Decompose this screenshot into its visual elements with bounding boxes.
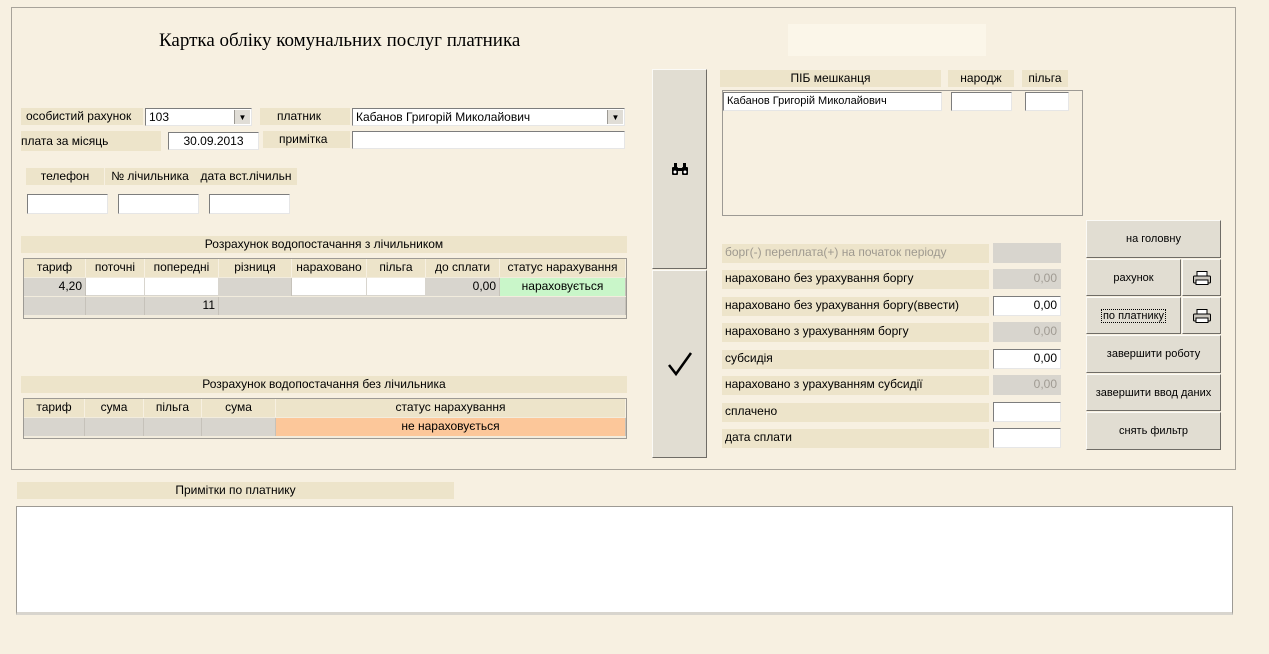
col-header: поточні <box>86 259 145 277</box>
col-header: попередні <box>145 259 219 277</box>
summary-value-charged: 0,00 <box>993 269 1061 289</box>
resident-birth-header: народж <box>948 70 1014 87</box>
by-payer-label: по платнику <box>1102 309 1165 322</box>
col-header: до сплати <box>426 259 500 277</box>
print-invoice-button[interactable] <box>1182 259 1221 296</box>
month-input[interactable]: 30.09.2013 <box>168 132 259 150</box>
triangle-down-icon[interactable]: ▼ <box>607 110 623 124</box>
search-button[interactable] <box>652 69 707 269</box>
meter-number-header: № лічильника <box>105 168 195 185</box>
col-header: статус нарахування <box>276 399 626 417</box>
status-cell[interactable]: нараховується <box>500 278 626 296</box>
table-row <box>24 297 86 315</box>
summary-label-debt: борг(-) переплата(+) на початок періоду <box>722 244 989 263</box>
phone-header: телефон <box>26 168 104 185</box>
clear-filter-button[interactable]: снять фильтр <box>1086 412 1221 450</box>
summary-value-charged-subsidy: 0,00 <box>993 375 1061 395</box>
water-meter-title: Розрахунок водопостачання з лічильником <box>21 236 627 253</box>
tariff-cell[interactable]: 4,20 <box>24 278 86 296</box>
home-button[interactable]: на головну <box>1086 220 1221 258</box>
summary-value-pay-date[interactable] <box>993 428 1061 448</box>
meter-date-input[interactable] <box>209 194 290 214</box>
water-meter-grid <box>23 258 627 319</box>
summary-label-subsidy: субсидія <box>722 350 989 369</box>
account-combo[interactable] <box>145 108 252 126</box>
summary-label-charged-subsidy: нараховано з урахуванням субсидії <box>722 376 989 395</box>
month-label: плата за місяць <box>21 131 161 151</box>
summary-label-paid: сплачено <box>722 403 989 422</box>
summary-label-charged: нараховано без урахування боргу <box>722 270 989 289</box>
header-faded-field <box>788 24 986 56</box>
finish-work-button[interactable]: завершити роботу <box>1086 335 1221 373</box>
summary-value-charged-input[interactable]: 0,00 <box>993 296 1061 316</box>
payer-label: платник <box>260 108 350 125</box>
summary-label-pay-date: дата сплати <box>722 429 989 448</box>
by-payer-button[interactable] <box>1086 297 1181 334</box>
resident-birth-cell[interactable] <box>951 92 1012 111</box>
meter-number-input[interactable] <box>118 194 199 214</box>
table-row <box>219 297 626 315</box>
table-row <box>86 297 145 315</box>
sum-cell[interactable] <box>202 418 276 436</box>
previous-cell[interactable] <box>145 278 219 296</box>
payer-combo[interactable] <box>352 108 625 126</box>
col-header: статус нарахування <box>500 259 626 277</box>
due-cell[interactable]: 0,00 <box>426 278 500 296</box>
binoculars-icon <box>671 162 689 176</box>
summary-value-paid[interactable] <box>993 402 1061 422</box>
invoice-button[interactable]: рахунок <box>1086 259 1181 296</box>
summary-value-debt <box>993 243 1061 263</box>
col-header: сума <box>85 399 144 417</box>
checkmark-icon <box>667 351 693 377</box>
benefit-cell[interactable] <box>367 278 426 296</box>
col-header: тариф <box>24 399 85 417</box>
summary-label-charged-input: нараховано без урахування боргу(ввести) <box>722 297 989 316</box>
finish-entry-button[interactable]: завершити ввод даних <box>1086 374 1221 411</box>
current-cell[interactable] <box>86 278 145 296</box>
col-header: нараховано <box>292 259 367 277</box>
summary-value-subsidy[interactable]: 0,00 <box>993 349 1061 369</box>
account-label: особистий рахунок <box>21 108 143 125</box>
col-header: сума <box>202 399 276 417</box>
resident-benefit-cell[interactable] <box>1025 92 1069 111</box>
printer-icon <box>1193 309 1211 323</box>
payer-value: Кабанов Григорій Миколайович <box>356 110 531 124</box>
payer-notes-textarea[interactable] <box>16 506 1233 615</box>
note-label: примітка <box>263 131 350 148</box>
water-nometer-grid <box>23 398 627 439</box>
charged-cell[interactable] <box>292 278 367 296</box>
col-header: тариф <box>24 259 86 277</box>
previous-cell[interactable]: 11 <box>145 297 219 315</box>
resident-name-cell[interactable]: Кабанов Григорій Миколайович <box>723 92 942 111</box>
difference-cell[interactable] <box>219 278 292 296</box>
payer-notes-title: Примітки по платнику <box>17 482 454 499</box>
summary-label-charged-debt: нараховано з урахуванням боргу <box>722 323 989 342</box>
phone-input[interactable] <box>27 194 108 214</box>
note-input[interactable] <box>352 131 625 149</box>
meter-date-header: дата вст.лічильн <box>195 168 297 185</box>
resident-name-header: ПІБ мешканця <box>720 70 941 87</box>
summary-value-charged-debt: 0,00 <box>993 322 1061 342</box>
status-cell[interactable]: не нараховується <box>276 418 626 436</box>
water-nometer-title: Розрахунок водопостачання без лічильника <box>21 376 627 393</box>
printer-icon <box>1193 271 1211 285</box>
col-header: пільга <box>367 259 426 277</box>
confirm-button[interactable] <box>652 270 707 458</box>
page-title: Картка обліку комунальних послуг платника <box>159 30 521 51</box>
print-by-payer-button[interactable] <box>1182 297 1221 334</box>
sum-cell[interactable] <box>85 418 144 436</box>
tariff-cell[interactable] <box>24 418 85 436</box>
col-header: пільга <box>144 399 202 417</box>
triangle-down-icon[interactable]: ▼ <box>234 110 250 124</box>
resident-benefit-header: пільга <box>1022 70 1068 87</box>
col-header: різниця <box>219 259 292 277</box>
account-value: 103 <box>149 110 170 124</box>
benefit-cell[interactable] <box>144 418 202 436</box>
